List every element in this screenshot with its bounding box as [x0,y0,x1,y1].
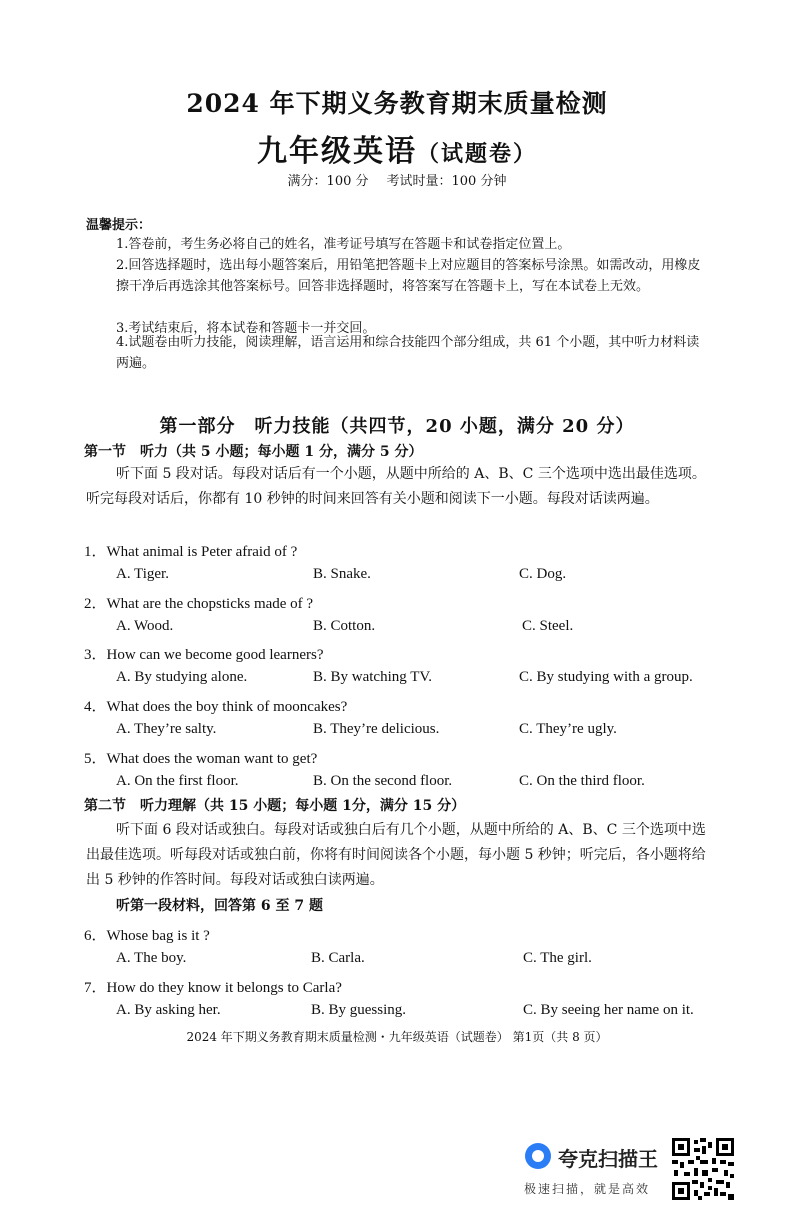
subject-name: 九年级英语 [256,134,417,169]
material-label: 听第一段材料，回答第 6 至 7 题 [116,898,323,914]
brand-slogan: 极速扫描，就是高效 [524,1182,651,1196]
brand-name: 夸克扫描王 [558,1147,658,1171]
question-3: 3．How can we become good learners? [84,647,324,663]
tip-item: 3.考试结束后，将本试卷和答题卡一并交回。 [116,321,376,336]
option-b: B. By guessing. [311,1002,407,1018]
option-c: C. By studying with a group. [519,669,693,685]
exam-time: 考试时量：100 分钟 [386,174,507,189]
tip-item: 1.答卷前，考生务必将自己的姓名，准考证号填写在答题卡和试卷指定位置上。 [116,237,571,252]
option-b: B. Snake. [313,566,371,582]
section1-heading: 第一节 听力（共 5 小题；每小题 1 分，满分 5 分） [84,444,423,460]
exam-meta [0,170,794,189]
section2-instructions: 听下面 6 段对话或独白。每段对话或独白后有几个小题，从题中所给的 A、B、C 三个选项中选出最佳选项。听每段对话或独白前，你将有时间阅读各个小题，每小题 5 秒钟；听完后，各小题将给出 5 秒钟的作答时间。每段对话或独白读两遍。 [86,822,706,888]
question-1: 1．What animal is Peter afraid of ? [84,544,298,560]
option-a: A. The boy. [116,950,187,966]
question-4: 4．What does the boy think of mooncakes? [84,699,348,715]
exam-subject [0,126,794,170]
tip-item: 4.试题卷由听力技能，阅读理解，语言运用和综合技能四个部分组成，共 61 个小题，其中听力材料读两遍。 [116,335,700,371]
section1-instructions: 听下面 5 段对话。每段对话后有一个小题，从题中所给的 A、B、C 三个选项中选出最佳选项。听完每段对话后，你都有 10 秒钟的时间来回答有关小题和阅读下一小题。每段对话读两遍。 [86,466,706,507]
option-a: A. Tiger. [116,566,169,582]
option-a: A. By asking her. [116,1002,221,1018]
full-score: 满分：100 分 [287,174,369,189]
exam-title: 2024 年下期义务教育期末质量检测 [186,89,608,118]
option-c: C. On the third floor. [519,773,645,789]
question-7: 7．How do they know it belongs to Carla? [84,980,342,996]
quark-logo-icon [525,1143,551,1169]
option-a: A. Wood. [116,618,174,634]
option-b: B. By watching TV. [313,669,433,685]
question-2: 2．What are the chopsticks made of ? [84,596,314,612]
tip-item: 2.回答选择题时，选出每小题答案后，用铅笔把答题卡上对应题目的答案标号涂黑。如需改动，用橡皮擦干净后再选涂其他答案标号。回答非选择题时，将答案写在答题卡上，写在本试卷上无效。 [116,258,701,294]
option-a: A. On the first floor. [116,773,239,789]
option-b: B. Cotton. [313,618,376,634]
option-a: A. They’re salty. [116,721,217,737]
option-c: C. By seeing her name on it. [523,1002,694,1018]
question-5: 5．What does the woman want to get? [84,751,318,767]
subject-suffix: （试题卷） [416,141,537,167]
option-b: B. They’re delicious. [313,721,440,737]
tips-heading: 温馨提示： [86,218,152,233]
option-c: C. The girl. [523,950,592,966]
page-footer: 2024 年下期义务教育期末质量检测・九年级英语（试题卷） 第1页（共 8 页） [186,1030,608,1044]
section2-heading: 第二节 听力理解（共 15 小题；每小题 1分，满分 15 分） [84,798,466,814]
qr-code-icon [672,1138,734,1200]
option-b: B. On the second floor. [313,773,453,789]
part1-title: 第一部分 听力技能（共四节，20 小题，满分 20 分） [159,416,635,437]
option-b: B. Carla. [311,950,365,966]
option-c: C. Steel. [522,618,574,634]
option-c: C. Dog. [519,566,567,582]
option-c: C. They’re ugly. [519,721,617,737]
question-6: 6．Whose bag is it ? [84,928,210,944]
option-a: A. By studying alone. [116,669,248,685]
